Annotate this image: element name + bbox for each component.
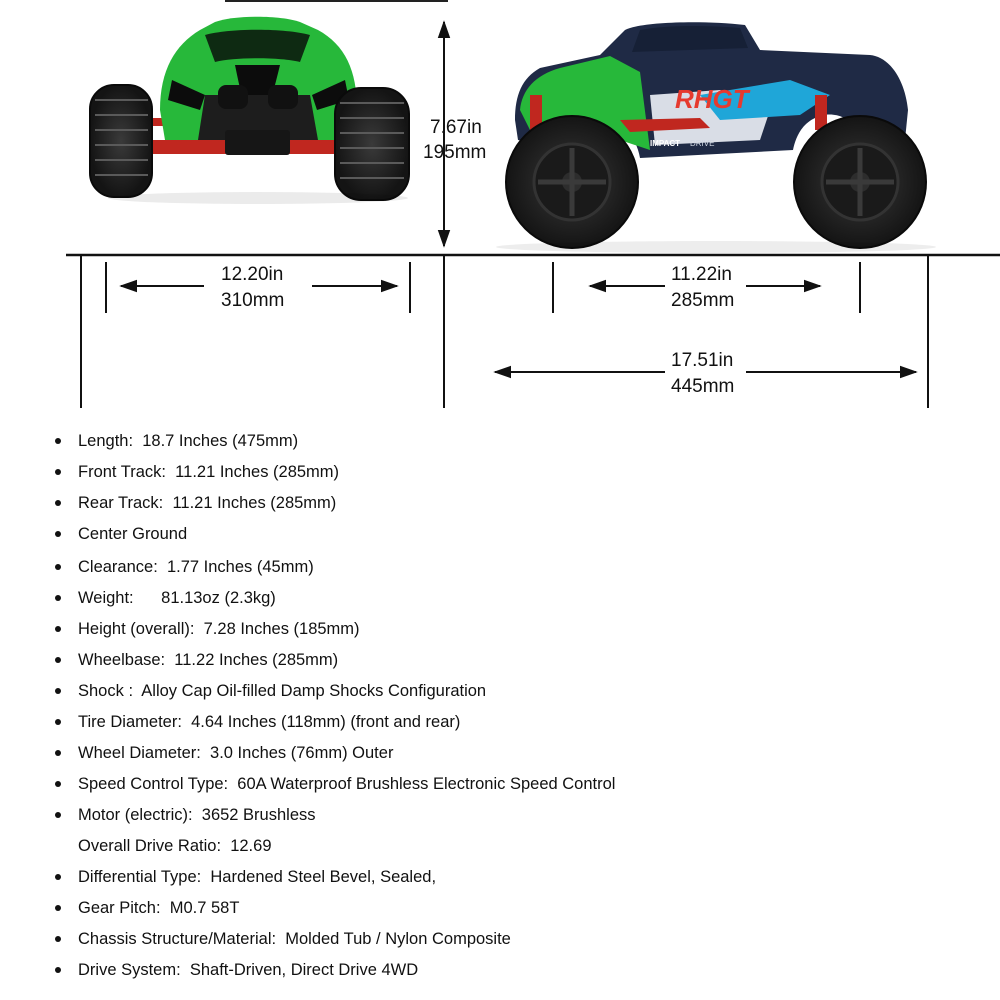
spec-item: Length: 18.7 Inches (475mm) bbox=[78, 432, 299, 450]
truck-side-label-2: DRIVE bbox=[690, 139, 715, 148]
truck-front-view bbox=[90, 17, 409, 204]
truck-side-label-1: IMPACT bbox=[650, 139, 681, 148]
dimension-diagram bbox=[0, 0, 1000, 420]
spec-item: Height (overall): 7.28 Inches (185mm) bbox=[78, 620, 360, 638]
spec-item: Drive System: Shaft-Driven, Direct Drive 4WD bbox=[78, 961, 419, 979]
spec-item: Wheel Diameter: 3.0 Inches (76mm) Outer bbox=[78, 744, 394, 762]
spec-item: Shock : Alloy Cap Oil-filled Damp Shocks Configuration bbox=[78, 682, 487, 700]
front-left-tire bbox=[90, 85, 152, 197]
spec-item: Rear Track: 11.21 Inches (285mm) bbox=[78, 494, 337, 512]
height-mm-label: 195mm bbox=[423, 142, 487, 163]
front-right-tire bbox=[335, 88, 409, 200]
spec-item: Differential Type: Hardened Steel Bevel, Sealed, bbox=[78, 868, 437, 886]
truck-decal: RHGT bbox=[675, 84, 749, 114]
wheelbase-mm-label: 285mm bbox=[671, 290, 735, 311]
spec-item: Clearance: 1.77 Inches (45mm) bbox=[78, 558, 314, 576]
wheelbase-in-label: 11.22in bbox=[671, 264, 732, 285]
front-width-mm-label: 310mm bbox=[221, 290, 285, 311]
height-in-label: 7.67in bbox=[430, 117, 482, 138]
length-mm-label: 445mm bbox=[671, 376, 735, 397]
length-in-label: 17.51in bbox=[671, 350, 734, 371]
spec-item: Motor (electric): 3652 Brushless bbox=[78, 806, 316, 824]
spec-item: Center Ground bbox=[78, 525, 188, 543]
front-width-in-label: 12.20in bbox=[221, 264, 284, 285]
truck-side-view bbox=[496, 22, 936, 253]
spec-item: Overall Drive Ratio: 12.69 bbox=[78, 837, 272, 855]
spec-item: Weight: 81.13oz (2.3kg) bbox=[78, 589, 276, 607]
spec-item: Wheelbase: 11.22 Inches (285mm) bbox=[78, 651, 339, 669]
spec-item: Chassis Structure/Material: Molded Tub / Nylon Composite bbox=[78, 930, 511, 948]
spec-item: Gear Pitch: M0.7 58T bbox=[78, 899, 240, 917]
spec-item: Speed Control Type: 60A Waterproof Brushless Electronic Speed Control bbox=[78, 775, 616, 793]
spec-item: Front Track: 11.21 Inches (285mm) bbox=[78, 463, 340, 481]
spec-item: Tire Diameter: 4.64 Inches (118mm) (front and rear) bbox=[78, 713, 461, 731]
